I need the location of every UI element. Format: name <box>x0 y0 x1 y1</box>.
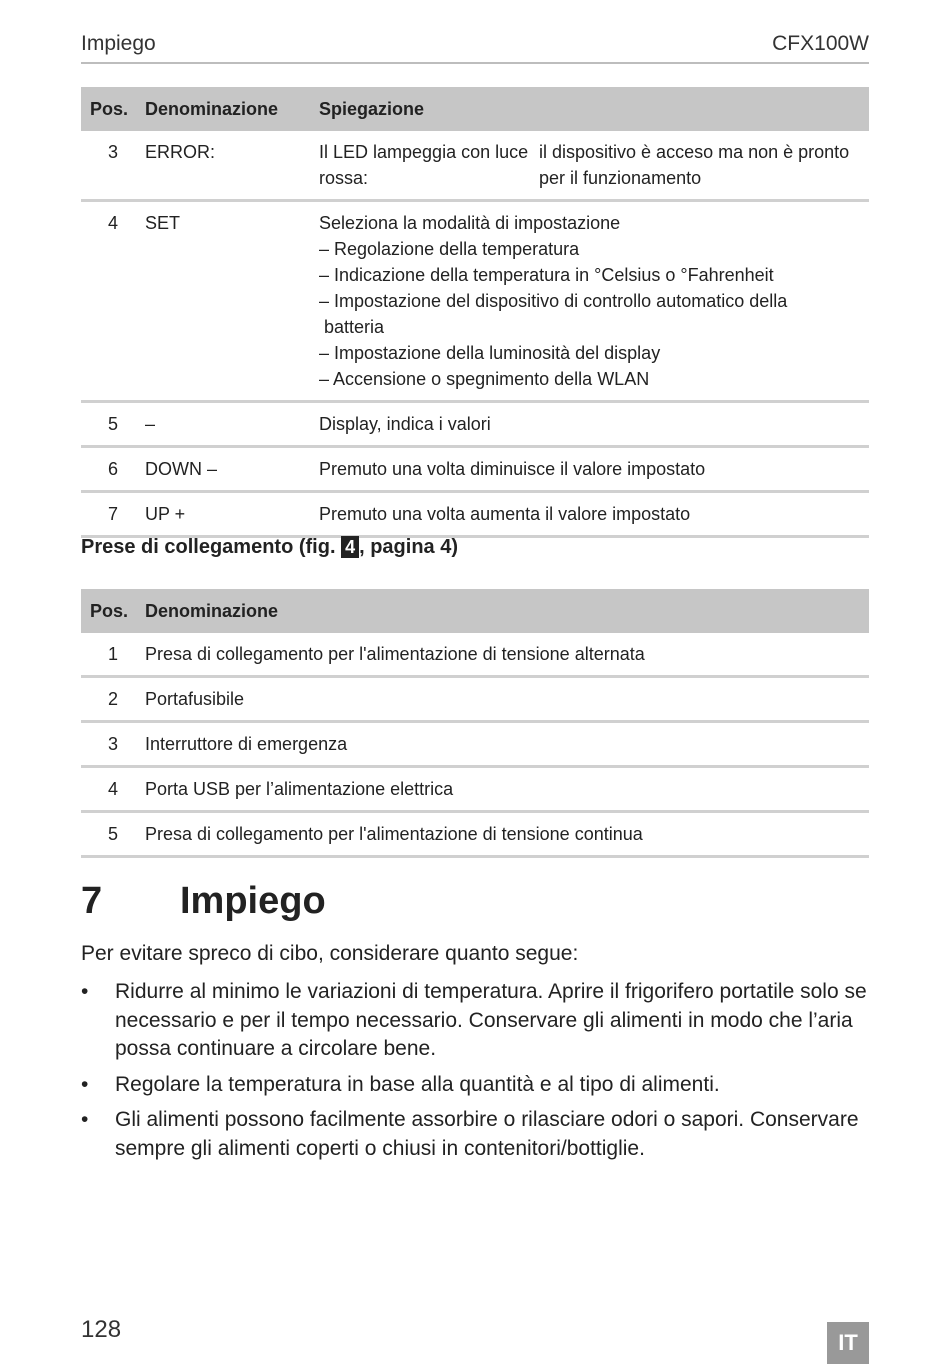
row-name: Portafusibile <box>145 677 869 722</box>
list-item <box>81 1071 869 1100</box>
chapter-title: Impiego <box>180 880 326 922</box>
row-name: – <box>145 402 319 447</box>
row-name: UP + <box>145 492 319 537</box>
col-pos: Pos. <box>81 589 145 633</box>
table-header-row <box>81 87 869 131</box>
chapter-heading <box>81 880 326 923</box>
list-item-text: Ridurre al minimo le variazioni di temperatura. Aprire il frigorifero portatile solo se necessario e per il tempo necessario. Conservare gli alimenti in modo che l’aria possa continuare a circolare bene. <box>115 980 867 1060</box>
row-name: SET <box>145 201 319 402</box>
row-name: Presa di collegamento per l'alimentazione di tensione alternata <box>145 633 869 677</box>
col-name: Denominazione <box>145 87 319 131</box>
table-row <box>81 447 869 492</box>
row-pos: 6 <box>81 447 145 492</box>
figure-ref-badge: 4 <box>341 536 359 558</box>
row-pos: 3 <box>81 131 145 201</box>
col-name: Denominazione <box>145 589 869 633</box>
expl-line: – Accensione o spegnimento della WLAN <box>319 369 650 389</box>
row-pos: 5 <box>81 402 145 447</box>
list-item <box>81 978 869 1064</box>
bullet-icon: • <box>81 980 89 1003</box>
row-pos: 4 <box>81 767 145 812</box>
section-title <box>81 536 458 559</box>
row-name: Porta USB per l’alimentazione elettrica <box>145 767 869 812</box>
row-expl <box>319 131 869 201</box>
sockets-table <box>81 589 869 858</box>
list-item <box>81 1106 869 1163</box>
col-expl: Spiegazione <box>319 87 869 131</box>
expl-line: – Indicazione della temperatura in °Celsius o °Fahrenheit <box>319 265 774 285</box>
row-name: Presa di collegamento per l'alimentazione di tensione continua <box>145 812 869 857</box>
table-row <box>81 677 869 722</box>
row-pos: 7 <box>81 492 145 537</box>
row-expl-a: Il LED lampeggia con luce rossa: <box>319 142 529 188</box>
table-row <box>81 492 869 537</box>
expl-line: Seleziona la modalità di impostazione <box>319 213 621 233</box>
table-row <box>81 633 869 677</box>
expl-line: – Impostazione della luminosità del display <box>319 343 661 363</box>
row-expl: Display, indica i valori <box>319 402 869 447</box>
table-header-row <box>81 589 869 633</box>
bullet-icon: • <box>81 1072 89 1096</box>
row-pos: 1 <box>81 633 145 677</box>
language-badge: IT <box>827 1322 869 1364</box>
controls-table <box>81 87 869 538</box>
col-pos: Pos. <box>81 87 145 131</box>
list-item-text: Gli alimenti possono facilmente assorbire o rilasciare odori o sapori. Conservare sempre gli alimenti coperti o chiusi in contenitori/bottiglie. <box>115 1108 859 1160</box>
row-name: Interruttore di emergenza <box>145 722 869 767</box>
row-pos: 2 <box>81 677 145 722</box>
table-row <box>81 722 869 767</box>
header-section: Impiego <box>81 32 156 55</box>
row-pos: 3 <box>81 722 145 767</box>
row-name: ERROR: <box>145 131 319 201</box>
page-header <box>81 32 869 64</box>
table-row <box>81 767 869 812</box>
row-expl <box>319 201 869 402</box>
table-row <box>81 812 869 857</box>
table-row <box>81 201 869 402</box>
row-expl-b: il dispositivo è acceso ma non è pronto per il funzionamento <box>539 142 850 188</box>
row-expl: Premuto una volta diminuisce il valore impostato <box>319 447 869 492</box>
list-item-text: Regolare la temperatura in base alla quantità e al tipo di alimenti. <box>115 1072 720 1096</box>
page-number: 128 <box>81 1316 122 1343</box>
header-model: CFX100W <box>772 32 869 55</box>
intro-paragraph: Per evitare spreco di cibo, considerare quanto segue: <box>81 942 579 965</box>
table-row <box>81 131 869 201</box>
bullet-icon: • <box>81 1108 89 1131</box>
expl-line: batteria <box>319 317 385 337</box>
row-pos: 5 <box>81 812 145 857</box>
expl-line: – Regolazione della temperatura <box>319 239 580 259</box>
chapter-number: 7 <box>81 880 103 922</box>
row-pos: 4 <box>81 201 145 402</box>
expl-line: – Impostazione del dispositivo di controllo automatico della <box>319 291 788 311</box>
section-title-post: , pagina 4) <box>359 536 458 558</box>
table-row <box>81 402 869 447</box>
section-title-pre: Prese di collegamento (fig. <box>81 536 336 558</box>
bullet-list <box>81 978 869 1170</box>
row-name: DOWN – <box>145 447 319 492</box>
row-expl: Premuto una volta aumenta il valore impostato <box>319 492 869 537</box>
